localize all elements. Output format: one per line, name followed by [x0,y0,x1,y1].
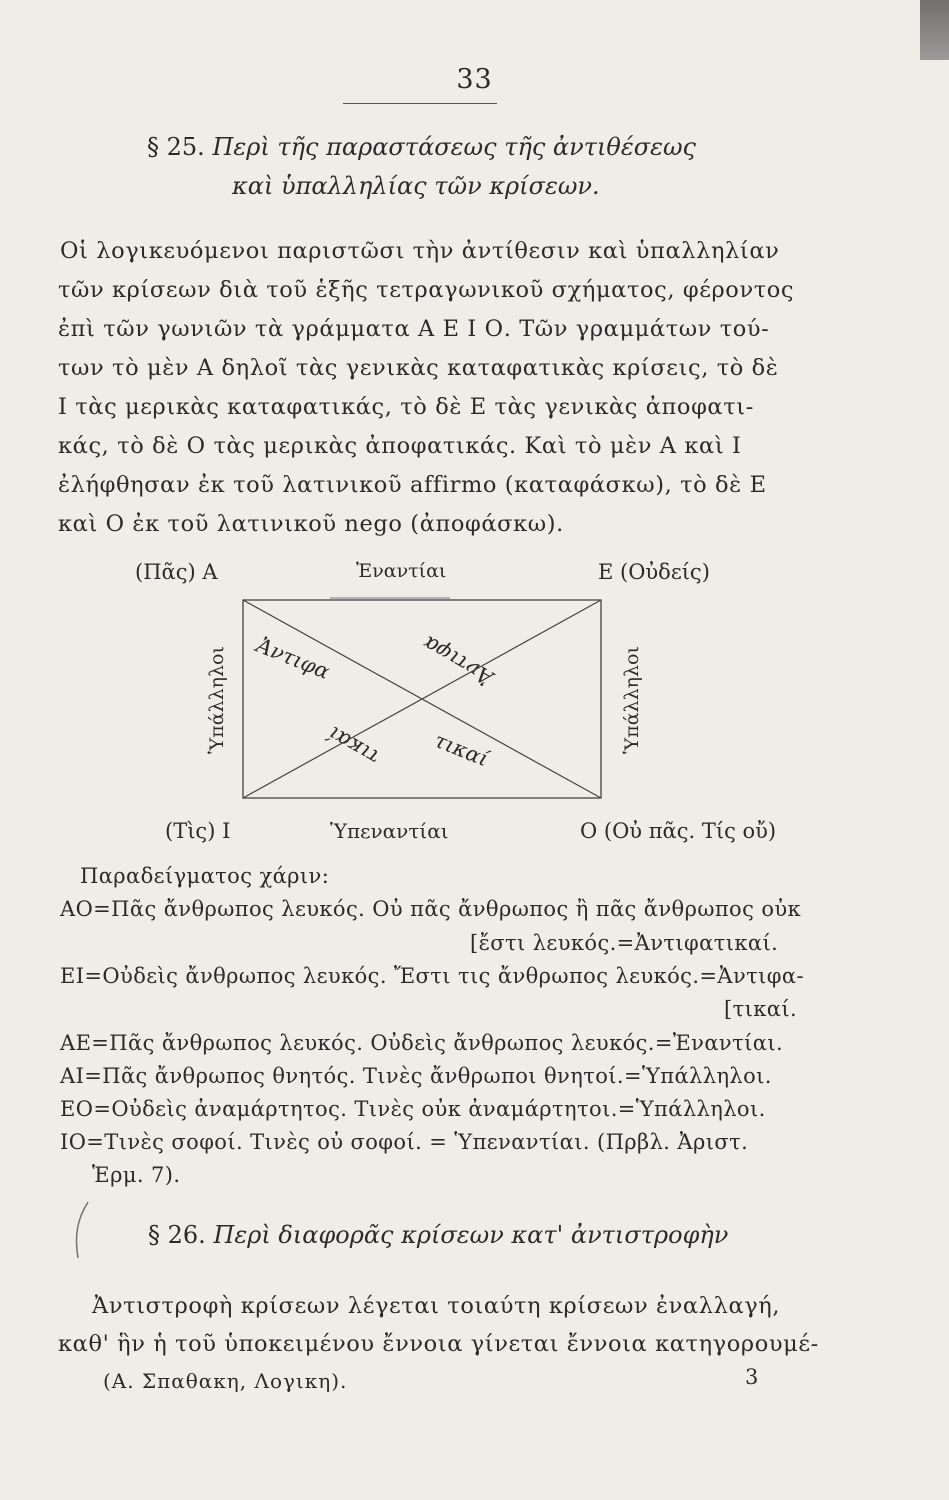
paragraph-line-4: των τὸ μὲν Α δηλοῖ τὰς γενικὰς καταφατικὰς κρίσεις, τὸ δὲ [58,355,779,381]
diagram-right-side-label: Ὑπάλληλοι [621,646,643,754]
example-line-1: ΑΟ=Πᾶς ἄνθρωπος λευκός. Οὐ πᾶς ἄνθρωπος ἢ πᾶς ἄνθρωπος οὐκ [60,897,802,921]
paragraph-line-5: Ι τὰς μερικὰς καταφατικάς, τὸ δὲ Ε τὰς γενικὰς ἀποφατι- [58,394,754,420]
diagonal-label-4: τικαί [323,721,384,770]
example-line-6: ΑΙ=Πᾶς ἄνθρωπος θνητός. Τινὲς ἄνθρωποι θνητοί.=Ὑπάλληλοι. [60,1064,772,1088]
para26-line-1: Ἀντιστροφὴ κρίσεων λέγεται τοιαύτη κρίσεων ἐναλλαγή, [92,1293,781,1319]
examples-intro: Παραδείγματος χάριν: [80,864,330,888]
example-line-8: ΙΟ=Τινὲς σοφοί. Τινὲς οὐ σοφοί. = Ὑπεναντίαι. (Πρβλ. Ἀριστ. [60,1130,749,1154]
example-line-5: ΑΕ=Πᾶς ἄνθρωπος λευκός. Οὐδεὶς ἄνθρωπος λευκός.=Ἐναντίαι. [60,1031,784,1055]
section-26-number: § 26. [148,1221,206,1249]
diagonal-label-3: Ἀντιφα [418,630,497,690]
paragraph-line-7: ἐλήφθησαν ἐκ τοῦ λατινικοῦ affirmo (καταφάσκω), τὸ δὲ Ε [58,472,767,498]
diagram-corner-e: Ε (Οὐδείς) [598,560,710,584]
section-25-title-line1: Περὶ τῆς παραστάσεως τῆς ἀντιθέσεως [212,133,696,161]
section-25-number: § 25. [147,133,205,161]
footer-sheet-number: 3 [745,1365,759,1389]
footer-signature: (Α. Σπαθακη, Λογικη). [103,1369,348,1393]
margin-pencil-mark [66,1200,96,1260]
diagram-corner-o: Ο (Οὐ πᾶς. Τίς οὔ) [580,819,777,843]
section-26-heading [148,1221,728,1249]
paragraph-line-2: τῶν κρίσεων διὰ τοῦ ἑξῆς τετραγωνικοῦ σχήματος, φέροντος [58,277,795,303]
diagonal-label-2: τικαί [431,728,492,772]
paragraph-line-3: ἐπὶ τῶν γωνιῶν τὰ γράμματα Α Ε Ι Ο. Τῶν γραμμάτων τού- [58,316,770,342]
para26-line-2: καθ' ἣν ἡ τοῦ ὑποκειμένου ἔννοια γίνεται ἔννοια κατηγορουμέ- [58,1331,819,1357]
example-line-7: ΕΟ=Οὐδεὶς ἀναμάρτητος. Τινὲς οὐκ ἀναμάρτητοι.=Ὑπάλληλοι. [60,1097,766,1121]
example-line-4: [τικαί. [724,997,798,1021]
diagram-bottom-label: Ὑπεναντίαι [330,819,449,843]
section-25-title-line2: καὶ ὑπαλληλίας τῶν κρίσεων. [232,172,600,200]
page-number: 33 [456,64,493,95]
paragraph-line-1: Οἱ λογικευόμενοι παριστῶσι τὴν ἀντίθεσιν καὶ ὑπαλληλίαν [60,238,780,264]
section-26-title: Περὶ διαφορᾶς κρίσεων κατ' ἀντιστροφὴν [213,1221,729,1249]
diagram-corner-a: (Πᾶς) Α [135,560,218,584]
diagram-top-label: Ἐναντίαι [356,560,447,582]
paragraph-line-8: καὶ Ο ἐκ τοῦ λατινικοῦ nego (ἀποφάσκω). [58,511,564,537]
example-line-3: ΕΙ=Οὐδεὶς ἄνθρωπος λευκός. Ἔστι τις ἄνθρωπος λευκός.=Ἀντιφα- [60,964,804,988]
diagram-left-side-label: Ὑπάλληλοι [206,646,228,754]
example-line-9: Ἑρμ. 7). [92,1163,181,1187]
paragraph-line-6: κάς, τὸ δὲ Ο τὰς μερικὰς ἀποφατικάς. Καὶ τὸ μὲν Α καὶ Ι [58,433,742,459]
example-line-2: [ἔστι λευκός.=Ἀντιφατικαί. [470,931,779,955]
diagonal-label-1: Ἀντιφα [253,633,334,684]
diagram-corner-i: (Τὶς) Ι [165,819,231,843]
